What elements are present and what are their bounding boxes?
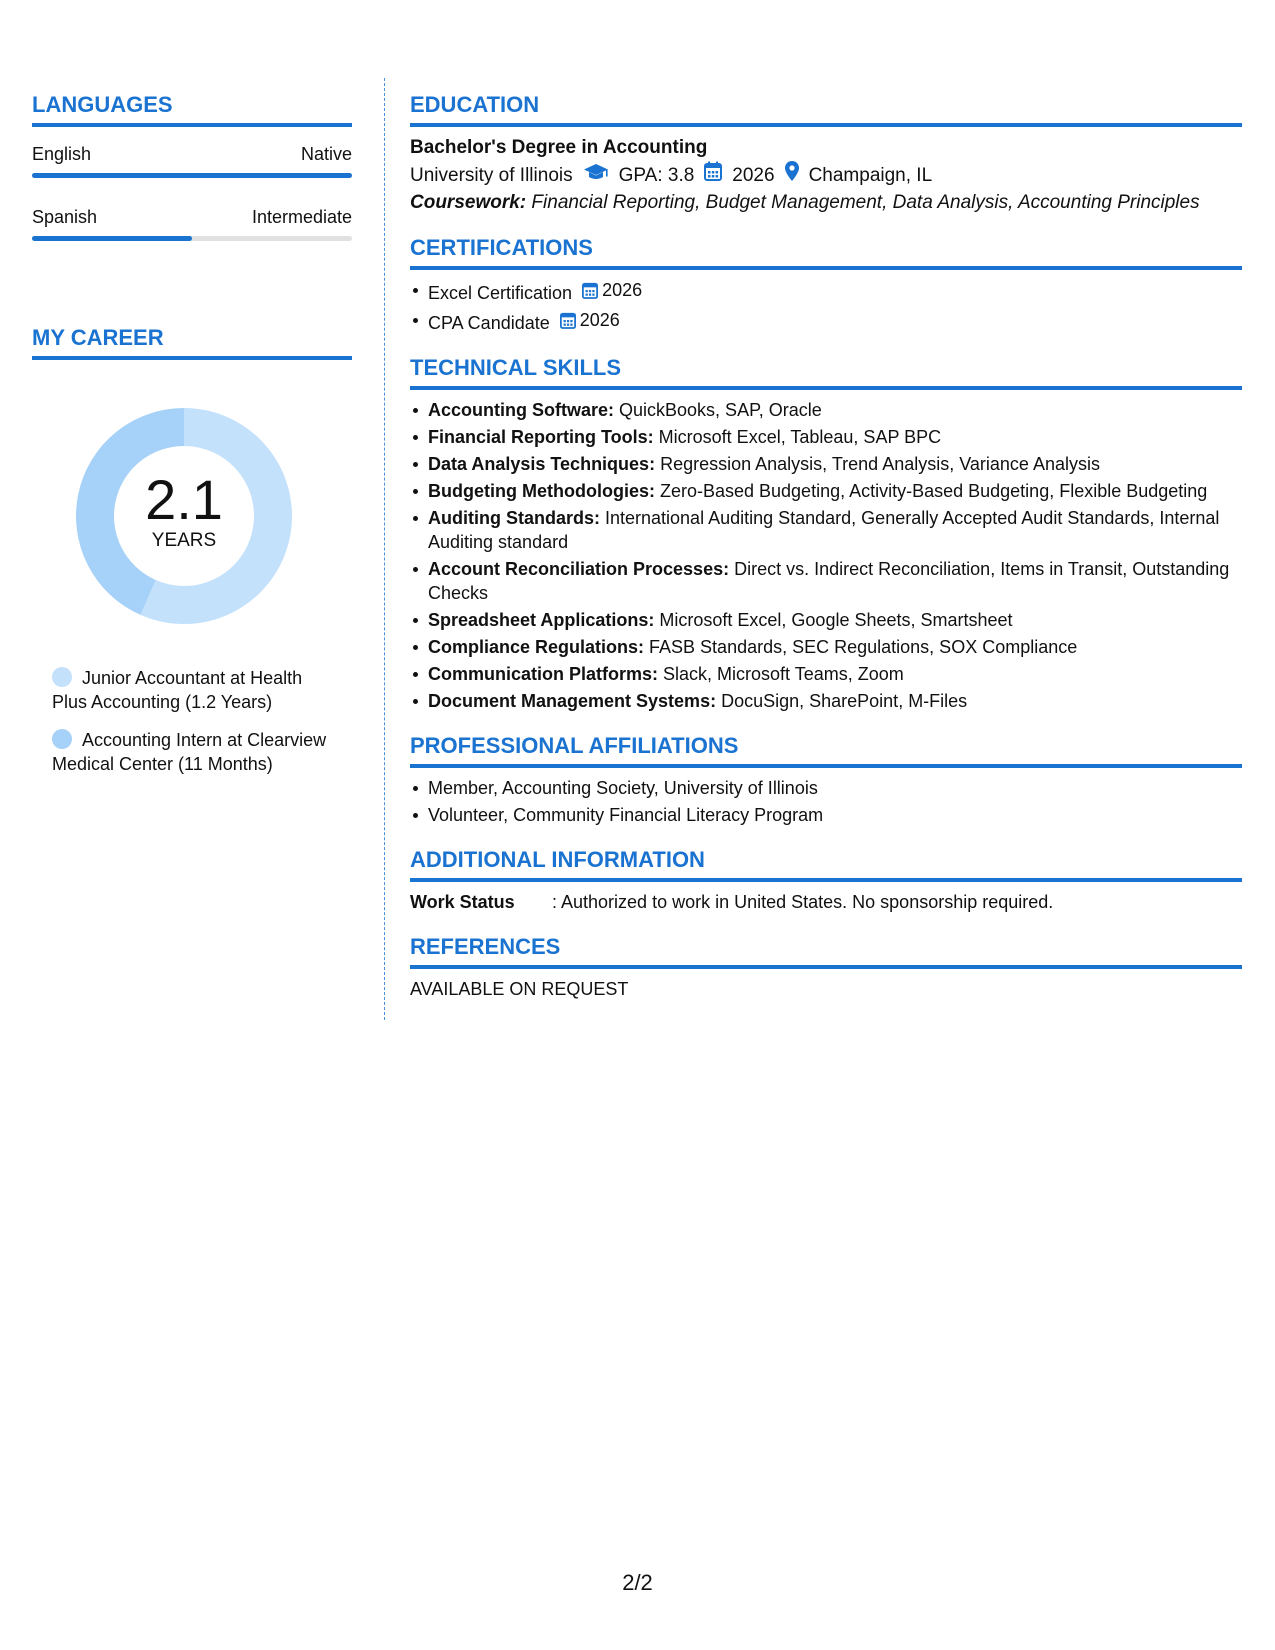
career-heading: MY CAREER: [32, 325, 352, 360]
career-legend-label: Junior Accountant at Health Plus Accounting (1.2 Years): [52, 668, 303, 712]
career-total-unit: YEARS: [151, 530, 217, 551]
language-proficiency-fill: [32, 173, 352, 178]
language-name: English: [32, 144, 92, 164]
list-item: Volunteer, Community Financial Literacy Program: [428, 803, 1242, 827]
list-item: Member, Accounting Society, University of Illinois: [428, 776, 1242, 800]
graduation-year: 2026: [732, 165, 775, 186]
calendar-icon: [704, 161, 722, 191]
degree-title: Bachelor's Degree in Accounting: [410, 137, 708, 158]
list-item: [428, 278, 1242, 305]
technical-skills-heading: TECHNICAL SKILLS: [410, 355, 1242, 390]
certifications-section: [410, 235, 1242, 335]
list-item: [428, 308, 1242, 335]
career-donut-chart: [64, 396, 304, 636]
language-level: Intermediate: [251, 207, 352, 227]
list-item: [428, 689, 1242, 713]
affiliations-list: [410, 776, 1242, 827]
language-item: [32, 143, 352, 178]
list-item: [428, 506, 1242, 554]
career-legend-item: [52, 666, 332, 714]
work-status-label: Work Status: [410, 892, 515, 912]
legend-dot-icon: [52, 729, 72, 749]
language-proficiency-fill: [32, 236, 192, 241]
skill-label: Budgeting Methodologies:: [428, 481, 655, 501]
left-column: [32, 92, 352, 790]
certification-name: CPA Candidate: [428, 313, 550, 333]
additional-info-section: [410, 847, 1242, 914]
language-name: Spanish: [32, 207, 98, 227]
coursework: [410, 191, 1242, 215]
skill-label: Spreadsheet Applications:: [428, 610, 655, 630]
school-name: University of Illinois: [410, 165, 573, 186]
language-proficiency-bar: [32, 236, 352, 241]
list-item: [428, 608, 1242, 632]
skill-label: Data Analysis Techniques:: [428, 454, 656, 474]
coursework-list: Financial Reporting, Budget Management, Data Analysis, Accounting Principles: [526, 192, 1200, 213]
references-text: AVAILABLE ON REQUEST: [410, 979, 629, 999]
language-level: Native: [300, 144, 352, 164]
skill-label: Compliance Regulations:: [428, 637, 645, 657]
references-heading: REFERENCES: [410, 934, 1242, 969]
right-column: [410, 92, 1242, 1021]
education-details: [410, 161, 1242, 191]
list-item: [428, 452, 1242, 476]
skill-label: Communication Platforms:: [428, 664, 659, 684]
list-item: [428, 425, 1242, 449]
legend-dot-icon: [52, 667, 72, 687]
technical-skills-section: [410, 355, 1242, 713]
location-pin-icon: [785, 161, 799, 191]
career-total-years: 2.1: [145, 468, 223, 531]
skill-value: Microsoft Excel, Google Sheets, Smartsheet: [654, 610, 1013, 630]
skill-value: Zero-Based Budgeting, Activity-Based Budgeting, Flexible Budgeting: [654, 481, 1208, 501]
education-heading: EDUCATION: [410, 92, 1242, 127]
school-location: Champaign, IL: [808, 165, 933, 186]
skill-value: DocuSign, SharePoint, M-Files: [716, 691, 968, 711]
education-section: [410, 92, 1242, 215]
calendar-icon: [560, 311, 580, 329]
column-divider: [384, 78, 385, 1020]
career-legend: [52, 666, 332, 776]
skill-value: Microsoft Excel, Tableau, SAP BPC: [653, 427, 942, 447]
page-number: 2/2: [622, 1570, 653, 1595]
language-proficiency-bar: [32, 173, 352, 178]
list-item: [428, 557, 1242, 605]
references-section: [410, 934, 1242, 1001]
skill-value: Direct vs. Indirect Reconciliation, Items in Transit, Outstanding Checks: [428, 559, 1230, 603]
calendar-icon: [582, 281, 602, 299]
languages-heading: LANGUAGES: [32, 92, 352, 127]
skill-label: Accounting Software:: [428, 400, 615, 420]
work-status-row: [410, 890, 1242, 914]
skill-value: QuickBooks, SAP, Oracle: [614, 400, 822, 420]
language-item: [32, 206, 352, 241]
skill-label: Auditing Standards:: [428, 508, 600, 528]
technical-skills-list: [410, 398, 1242, 713]
skill-value: Regression Analysis, Trend Analysis, Variance Analysis: [655, 454, 1100, 474]
affiliations-heading: PROFESSIONAL AFFILIATIONS: [410, 733, 1242, 768]
list-item: [428, 398, 1242, 422]
list-item: [428, 635, 1242, 659]
skill-label: Financial Reporting Tools:: [428, 427, 654, 447]
skill-value: FASB Standards, SEC Regulations, SOX Compliance: [644, 637, 1078, 657]
graduation-cap-icon: [583, 161, 609, 191]
career-legend-label: Accounting Intern at Clearview Medical Center (11 Months): [52, 730, 327, 774]
additional-info-heading: ADDITIONAL INFORMATION: [410, 847, 1242, 882]
work-status-value: : Authorized to work in United States. No sponsorship required.: [552, 892, 1054, 912]
certification-name: Excel Certification: [428, 283, 573, 303]
list-item: [428, 662, 1242, 686]
career-legend-item: [52, 728, 332, 776]
certifications-list: [410, 278, 1242, 335]
certifications-heading: CERTIFICATIONS: [410, 235, 1242, 270]
skill-value: International Auditing Standard, Generally Accepted Audit Standards, Internal Auditing standard: [428, 508, 1220, 552]
gpa: GPA: 3.8: [618, 165, 695, 186]
coursework-label: Coursework:: [410, 192, 527, 213]
certification-year: 2026: [602, 280, 643, 300]
skill-label: Account Reconciliation Processes:: [428, 559, 730, 579]
skill-label: Document Management Systems:: [428, 691, 717, 711]
affiliations-section: [410, 733, 1242, 827]
list-item: [428, 479, 1242, 503]
skill-value: Slack, Microsoft Teams, Zoom: [658, 664, 904, 684]
certification-year: 2026: [579, 310, 620, 330]
